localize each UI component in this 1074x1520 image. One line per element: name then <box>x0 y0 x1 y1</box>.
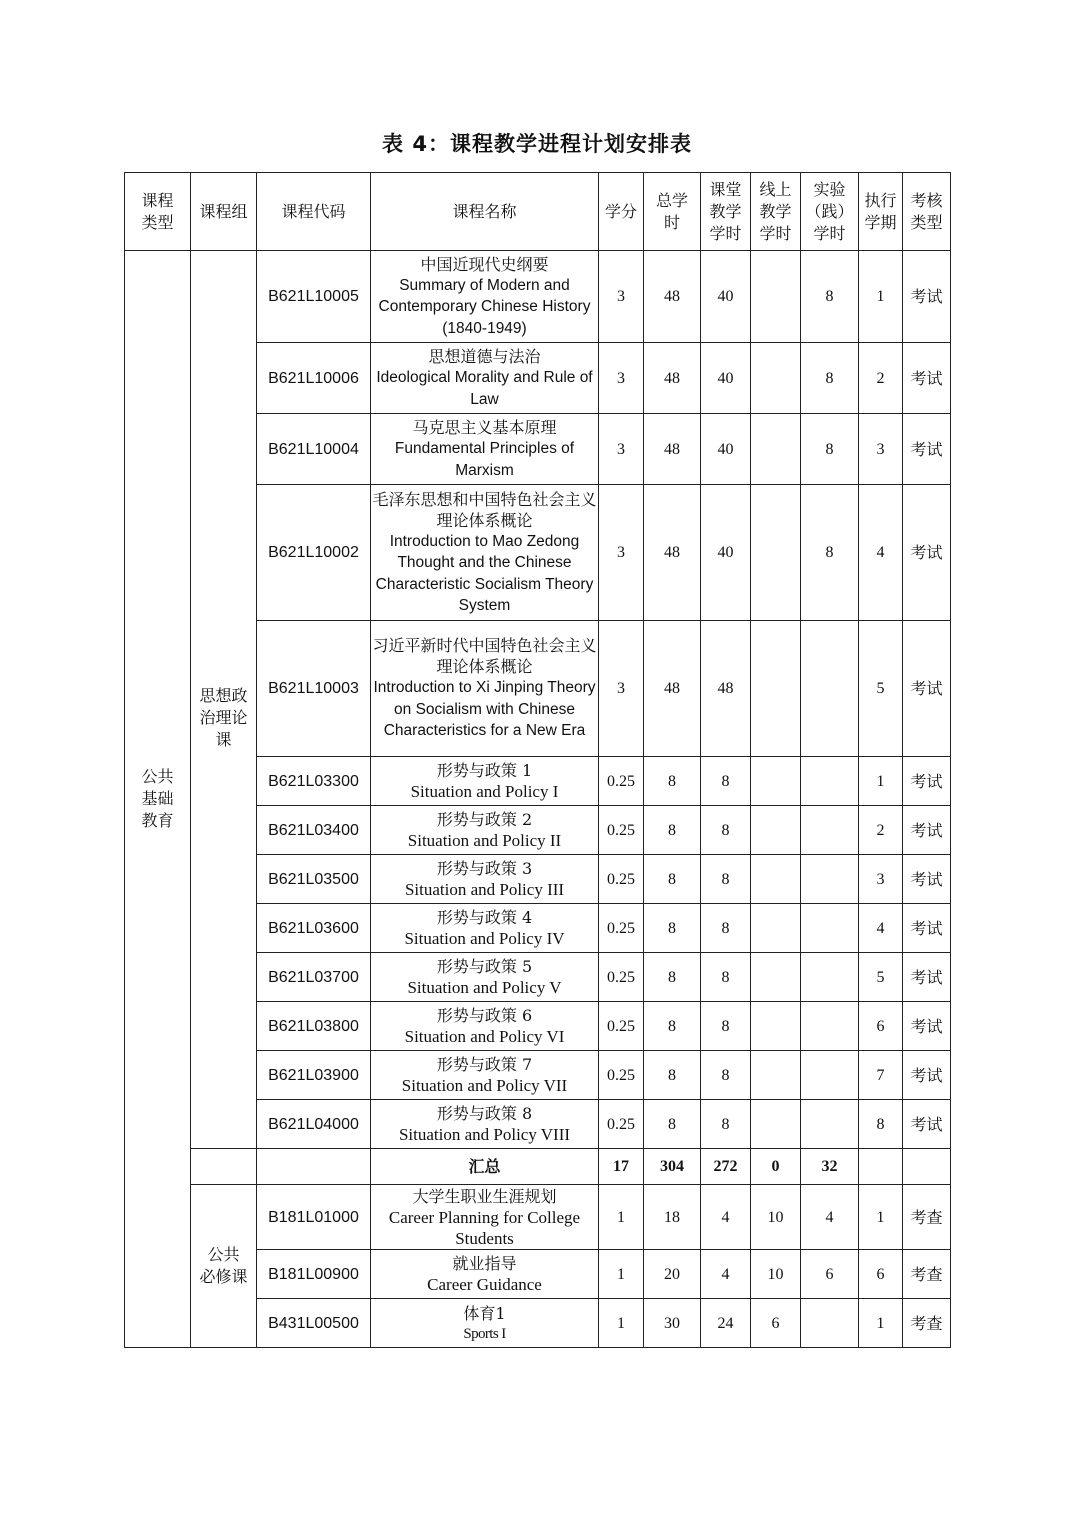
total-hours-cell: 8 <box>644 806 701 855</box>
course-code-cell: B621L10002 <box>257 485 371 621</box>
course-name-en: Situation and Policy VI <box>404 1027 565 1046</box>
credit-cell: 3 <box>599 343 644 414</box>
classroom-hours-cell: 8 <box>701 904 751 953</box>
course-name-zh: 习近平新时代中国特色社会主义理论体系概论 <box>372 636 597 677</box>
header-cell: 学分 <box>599 173 644 251</box>
course-name-cell <box>371 1299 599 1348</box>
credit-cell: 0.25 <box>599 1051 644 1100</box>
classroom-hours-cell: 48 <box>701 621 751 757</box>
credit-cell: 3 <box>599 621 644 757</box>
semester-cell: 1 <box>859 251 903 343</box>
exam-type-cell: 考试 <box>903 1051 951 1100</box>
exam-type-cell: 考查 <box>903 1250 951 1299</box>
online-hours-cell: 6 <box>751 1299 801 1348</box>
classroom-hours-cell: 40 <box>701 414 751 485</box>
course-code-cell: B621L10004 <box>257 414 371 485</box>
header-cell: 课程组 <box>191 173 257 251</box>
course-name-cell <box>371 1250 599 1299</box>
credit-cell: 0.25 <box>599 904 644 953</box>
semester-cell: 5 <box>859 621 903 757</box>
course-name-zh: 思想道德与法治 <box>428 347 541 366</box>
course-code-cell: B621L03400 <box>257 806 371 855</box>
course-name-zh: 形势与政策 5 <box>436 957 533 976</box>
classroom-hours-cell: 40 <box>701 251 751 343</box>
category-label: 公共 基础 教育 <box>141 767 174 830</box>
classroom-hours-cell: 8 <box>701 953 751 1002</box>
summary-exam-cell <box>903 1149 951 1185</box>
credit-cell: 3 <box>599 414 644 485</box>
semester-cell: 8 <box>859 1100 903 1149</box>
exam-type-cell: 考试 <box>903 1100 951 1149</box>
total-hours-cell: 8 <box>644 1100 701 1149</box>
course-code-cell: B621L04000 <box>257 1100 371 1149</box>
course-group-cell <box>191 1185 257 1348</box>
total-hours-cell: 20 <box>644 1250 701 1299</box>
total-hours-cell: 8 <box>644 953 701 1002</box>
practice-hours-cell <box>801 1100 859 1149</box>
header-cell: 课堂 教学 学时 <box>701 173 751 251</box>
total-hours-cell: 48 <box>644 343 701 414</box>
practice-hours-cell <box>801 757 859 806</box>
course-code-cell: B621L03700 <box>257 953 371 1002</box>
practice-hours-cell <box>801 621 859 757</box>
online-hours-cell <box>751 485 801 621</box>
course-name-zh: 形势与政策 7 <box>436 1055 533 1074</box>
online-hours-cell: 10 <box>751 1185 801 1250</box>
course-code-cell: B621L03500 <box>257 855 371 904</box>
course-name-zh: 毛泽东思想和中国特色社会主义理论体系概论 <box>372 489 597 530</box>
exam-type-cell: 考试 <box>903 251 951 343</box>
course-name-zh: 大学生职业生涯规划 <box>412 1186 557 1206</box>
practice-hours-cell: 8 <box>801 251 859 343</box>
exam-type-cell: 考试 <box>903 806 951 855</box>
credit-cell: 3 <box>599 485 644 621</box>
course-name-cell <box>371 806 599 855</box>
credit-cell: 0.25 <box>599 1002 644 1051</box>
semester-cell: 3 <box>859 855 903 904</box>
credit-cell: 0.25 <box>599 953 644 1002</box>
exam-type-cell: 考查 <box>903 1185 951 1250</box>
credit-cell: 0.25 <box>599 855 644 904</box>
course-name-en: Situation and Policy VIII <box>398 1125 571 1144</box>
course-name-en: Ideological Morality and Rule of Law <box>376 369 593 408</box>
total-hours-cell: 8 <box>644 855 701 904</box>
summary-code-cell <box>257 1149 371 1185</box>
practice-hours-cell <box>801 1299 859 1348</box>
header-cell: 执行 学期 <box>859 173 903 251</box>
course-name-en: Situation and Policy II <box>407 831 562 850</box>
header-cell: 实验 （践） 学时 <box>801 173 859 251</box>
practice-hours-cell: 8 <box>801 414 859 485</box>
classroom-hours-cell: 8 <box>701 855 751 904</box>
online-hours-cell <box>751 806 801 855</box>
course-name-zh: 马克思主义基本原理 <box>412 418 557 437</box>
practice-hours-cell <box>801 1051 859 1100</box>
classroom-hours-cell: 24 <box>701 1299 751 1348</box>
classroom-hours-cell: 8 <box>701 1051 751 1100</box>
semester-cell: 1 <box>859 757 903 806</box>
total-hours-cell: 48 <box>644 621 701 757</box>
total-hours-cell: 8 <box>644 1002 701 1051</box>
course-name-cell <box>371 621 599 757</box>
practice-hours-cell: 6 <box>801 1250 859 1299</box>
course-name-cell <box>371 251 599 343</box>
course-code-cell: B431L00500 <box>257 1299 371 1348</box>
semester-cell: 2 <box>859 343 903 414</box>
summary-credit: 17 <box>599 1149 644 1185</box>
practice-hours-cell <box>801 1002 859 1051</box>
exam-type-cell: 考试 <box>903 621 951 757</box>
course-name-en: Career Planning for College Students <box>388 1207 581 1248</box>
course-name-cell <box>371 855 599 904</box>
classroom-hours-cell: 4 <box>701 1185 751 1250</box>
classroom-hours-cell: 8 <box>701 1100 751 1149</box>
summary-total-hours: 304 <box>644 1149 701 1185</box>
course-name-zh: 形势与政策 3 <box>436 859 533 878</box>
total-hours-cell: 30 <box>644 1299 701 1348</box>
total-hours-cell: 18 <box>644 1185 701 1250</box>
course-name-cell <box>371 757 599 806</box>
online-hours-cell: 10 <box>751 1250 801 1299</box>
practice-hours-cell: 8 <box>801 485 859 621</box>
course-code-cell: B181L01000 <box>257 1185 371 1250</box>
course-name-en: Fundamental Principles of Marxism <box>394 440 575 479</box>
exam-type-cell: 考试 <box>903 1002 951 1051</box>
semester-cell: 1 <box>859 1299 903 1348</box>
course-name-cell <box>371 1002 599 1051</box>
practice-hours-cell: 4 <box>801 1185 859 1250</box>
summary-row <box>125 1149 951 1185</box>
course-code-cell: B621L03300 <box>257 757 371 806</box>
semester-cell: 4 <box>859 904 903 953</box>
online-hours-cell <box>751 953 801 1002</box>
header-cell: 课程 类型 <box>125 173 191 251</box>
total-hours-cell: 48 <box>644 251 701 343</box>
summary-label: 汇总 <box>371 1149 599 1185</box>
course-name-cell <box>371 414 599 485</box>
course-name-en: Situation and Policy III <box>404 880 565 899</box>
classroom-hours-cell: 8 <box>701 1002 751 1051</box>
semester-cell: 3 <box>859 414 903 485</box>
practice-hours-cell <box>801 855 859 904</box>
table-row <box>125 251 951 343</box>
total-hours-cell: 8 <box>644 757 701 806</box>
online-hours-cell <box>751 1100 801 1149</box>
summary-group-cell <box>191 1149 257 1185</box>
summary-online-hours: 0 <box>751 1149 801 1185</box>
credit-cell: 0.25 <box>599 1100 644 1149</box>
course-name-en: Situation and Policy V <box>407 978 562 997</box>
course-plan-table <box>124 172 951 1348</box>
course-name-en: Sports I <box>463 1325 506 1342</box>
online-hours-cell <box>751 621 801 757</box>
exam-type-cell: 考试 <box>903 904 951 953</box>
course-name-en: Situation and Policy I <box>410 782 559 801</box>
semester-cell: 7 <box>859 1051 903 1100</box>
classroom-hours-cell: 4 <box>701 1250 751 1299</box>
summary-classroom-hours: 272 <box>701 1149 751 1185</box>
summary-practice-hours: 32 <box>801 1149 859 1185</box>
classroom-hours-cell: 40 <box>701 343 751 414</box>
course-name-en: Situation and Policy IV <box>404 929 565 948</box>
semester-cell: 5 <box>859 953 903 1002</box>
practice-hours-cell <box>801 904 859 953</box>
online-hours-cell <box>751 251 801 343</box>
total-hours-cell: 48 <box>644 485 701 621</box>
header-cell: 线上 教学 学时 <box>751 173 801 251</box>
summary-semester-cell <box>859 1149 903 1185</box>
header-cell: 课程名称 <box>371 173 599 251</box>
course-name-zh: 中国近现代史纲要 <box>420 254 549 274</box>
table-title: 表 4：课程教学进程计划安排表 <box>382 132 692 156</box>
online-hours-cell <box>751 1051 801 1100</box>
course-code-cell: B621L03800 <box>257 1002 371 1051</box>
course-group-label: 思想政 治理论 课 <box>199 686 248 749</box>
semester-cell: 6 <box>859 1002 903 1051</box>
course-name-zh: 就业指导 <box>452 1254 517 1273</box>
online-hours-cell <box>751 757 801 806</box>
course-code-cell: B621L03900 <box>257 1051 371 1100</box>
header-row <box>125 173 951 251</box>
exam-type-cell: 考查 <box>903 1299 951 1348</box>
credit-cell: 1 <box>599 1299 644 1348</box>
classroom-hours-cell: 40 <box>701 485 751 621</box>
course-name-cell <box>371 1185 599 1250</box>
course-group-cell <box>191 251 257 1149</box>
course-name-en: Introduction to Xi Jinping Theory on Socialism with Chinese Characteristics for a New Era <box>373 679 596 740</box>
header-cell: 课程代码 <box>257 173 371 251</box>
course-name-cell <box>371 953 599 1002</box>
course-group-label: 公共 必修课 <box>199 1245 248 1286</box>
semester-cell: 1 <box>859 1185 903 1250</box>
credit-cell: 3 <box>599 251 644 343</box>
credit-cell: 1 <box>599 1185 644 1250</box>
semester-cell: 4 <box>859 485 903 621</box>
course-code-cell: B621L10005 <box>257 251 371 343</box>
course-name-cell <box>371 485 599 621</box>
practice-hours-cell <box>801 953 859 1002</box>
course-name-zh: 体育1 <box>463 1303 506 1323</box>
credit-cell: 1 <box>599 1250 644 1299</box>
semester-cell: 6 <box>859 1250 903 1299</box>
semester-cell: 2 <box>859 806 903 855</box>
classroom-hours-cell: 8 <box>701 757 751 806</box>
credit-cell: 0.25 <box>599 806 644 855</box>
table-row <box>125 1185 951 1250</box>
course-name-zh: 形势与政策 2 <box>436 810 533 829</box>
practice-hours-cell <box>801 806 859 855</box>
online-hours-cell <box>751 343 801 414</box>
course-name-zh: 形势与政策 8 <box>436 1104 533 1123</box>
total-hours-cell: 48 <box>644 414 701 485</box>
online-hours-cell <box>751 414 801 485</box>
course-name-zh: 形势与政策 4 <box>436 908 533 927</box>
exam-type-cell: 考试 <box>903 343 951 414</box>
credit-cell: 0.25 <box>599 757 644 806</box>
course-name-cell <box>371 343 599 414</box>
exam-type-cell: 考试 <box>903 953 951 1002</box>
course-name-cell <box>371 1051 599 1100</box>
course-name-cell <box>371 904 599 953</box>
online-hours-cell <box>751 1002 801 1051</box>
total-hours-cell: 8 <box>644 904 701 953</box>
course-name-en: Introduction to Mao Zedong Thought and the Chinese Characteristic Socialism Theory System <box>375 532 594 614</box>
category-cell <box>125 251 191 1348</box>
header-cell: 考核 类型 <box>903 173 951 251</box>
exam-type-cell: 考试 <box>903 855 951 904</box>
online-hours-cell <box>751 855 801 904</box>
course-name-en: Summary of Modern and Contemporary Chinese History (1840-1949) <box>378 276 591 337</box>
course-code-cell: B621L10003 <box>257 621 371 757</box>
course-code-cell: B181L00900 <box>257 1250 371 1299</box>
course-name-cell <box>371 1100 599 1149</box>
course-name-en: Career Guidance <box>427 1275 542 1294</box>
course-name-zh: 形势与政策 6 <box>436 1006 533 1025</box>
course-code-cell: B621L10006 <box>257 343 371 414</box>
course-name-zh: 形势与政策 1 <box>436 761 533 780</box>
exam-type-cell: 考试 <box>903 757 951 806</box>
course-code-cell: B621L03600 <box>257 904 371 953</box>
exam-type-cell: 考试 <box>903 414 951 485</box>
classroom-hours-cell: 8 <box>701 806 751 855</box>
exam-type-cell: 考试 <box>903 485 951 621</box>
header-cell: 总学 时 <box>644 173 701 251</box>
total-hours-cell: 8 <box>644 1051 701 1100</box>
course-name-en: Situation and Policy VII <box>401 1076 568 1095</box>
online-hours-cell <box>751 904 801 953</box>
practice-hours-cell: 8 <box>801 343 859 414</box>
